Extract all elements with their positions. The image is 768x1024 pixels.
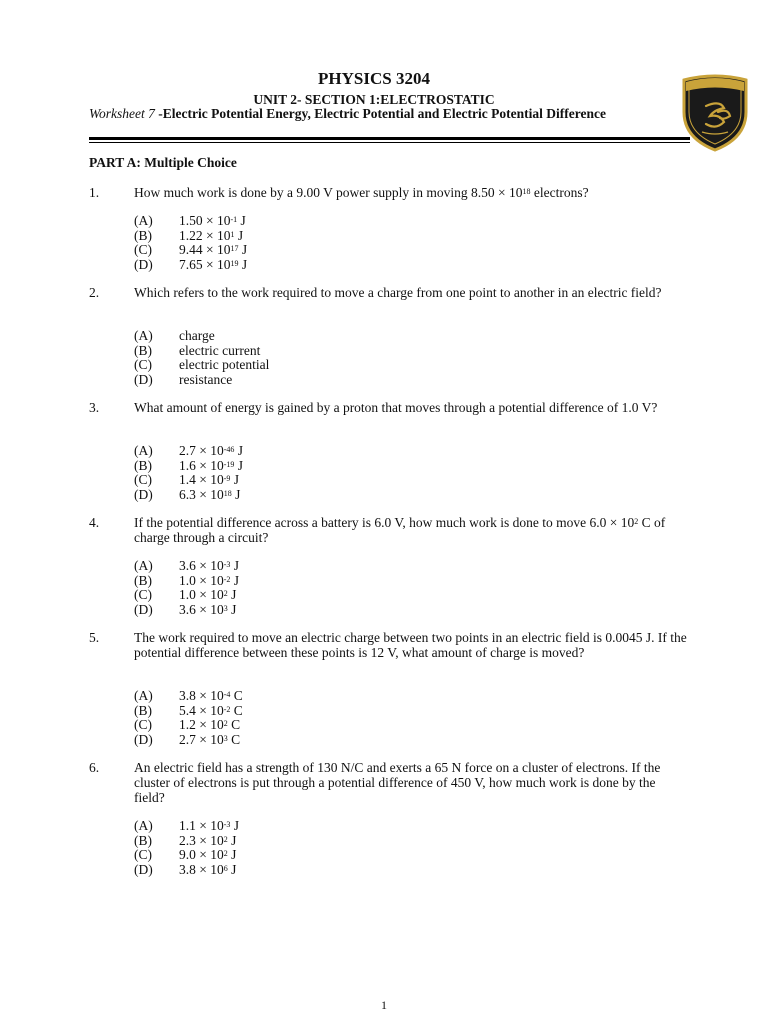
answer-option [134,373,269,388]
worksheet-topic: Electric Potential Energy, Electric Potential and Electric Potential Difference [162,106,606,121]
option-label: (C) [134,847,152,862]
option-list [134,329,269,387]
answer-option [134,704,243,719]
option-text: $3.8 \times 10^{-4}$ C [179,688,243,703]
answer-option [134,718,243,733]
answer-option [134,863,239,878]
option-label: (A) [134,443,153,458]
part-heading: PART A: Multiple Choice [89,155,237,170]
answer-option [134,344,269,359]
option-label: (D) [134,486,153,502]
option-list [134,559,239,617]
answer-option [134,848,239,863]
option-text: $3.6 \times 10^{-3}$ J [179,558,240,573]
option-text: charge [179,328,215,343]
worksheet-title: PHYSICS 3204 [318,69,430,88]
option-text: $2.3 \times 10^2$ J [179,832,237,848]
question-number: 4. [89,515,100,530]
option-text: $7.65 \times 10^{19}$ J [179,256,248,272]
answer-option [134,358,269,373]
option-text: electric current [179,342,261,358]
question-text: If the potential difference across a battery is 6.0 V, how much work is done to move $6.0 \times 10^2$ C of charge through a circuit? [134,515,666,545]
option-label: (A) [134,818,153,833]
question-number: 2. [89,285,100,300]
question-text: How much work is done by a 9.00 V power supply in moving $8.50 \times 10^{18}$ electrons? [134,185,589,200]
answer-option [134,488,243,503]
option-text: $1.0 \times 10^{-2}$ J [179,572,240,588]
answer-option [134,603,239,618]
option-label: (B) [134,572,152,588]
option-list [134,819,239,877]
question-number: 1. [89,185,100,200]
answer-option [134,229,247,244]
option-list [134,689,243,747]
worksheet-separator: - [154,106,163,121]
option-text: $9.44 \times 10^{17}$ J [179,242,248,257]
option-text: $5.4 \times 10^{-2}$ C [179,702,243,718]
option-label: (D) [134,861,153,877]
page-number: 1 [381,998,387,1012]
question-number: 3. [89,400,100,415]
header-rule-thin [89,142,690,143]
question-text: The work required to move an electric charge between two points in an electric field is 0.0045 J. If the potential difference between these points is 12 V, what amount of charge is moved? [134,630,687,660]
question-text: What amount of energy is gained by a proton that moves through a potential difference of 1.0 V? [134,400,658,415]
worksheet-line [89,106,606,122]
option-list [134,214,247,272]
question-number: 6. [89,760,100,775]
option-text: $2.7 \times 10^{-46}$ J [179,443,244,458]
option-text: $1.2 \times 10^2$ C [179,717,241,732]
option-label: (C) [134,357,152,372]
question-text: Which refers to the work required to move a charge from one point to another in an electric field? [134,285,662,300]
answer-option [134,473,243,488]
answer-option [134,689,243,704]
option-text: $1.6 \times 10^{-19}$ J [179,457,244,473]
answer-option [134,588,239,603]
option-text: resistance [179,371,233,387]
option-label: (C) [134,472,152,487]
question-text: An electric field has a strength of 130 N/C and exerts a 65 N force on a cluster of electrons. If the cluster of electrons is put through a potential difference of 450 V, how much work is done by the field? [134,760,661,805]
answer-option [134,834,239,849]
option-text: $1.22 \times 10^1$ J [179,227,244,243]
option-label: (B) [134,457,152,473]
answer-option [134,459,243,474]
option-label: (D) [134,601,153,617]
option-label: (C) [134,242,152,257]
option-label: (A) [134,213,153,228]
answer-option [134,329,269,344]
option-text: $3.8 \times 10^6$ J [179,861,237,877]
option-label: (D) [134,371,153,387]
option-label: (B) [134,702,152,718]
option-text: $9.0 \times 10^2$ J [179,847,237,862]
option-text: $3.6 \times 10^3$ J [179,601,237,617]
option-label: (A) [134,558,153,573]
option-label: (A) [134,688,153,703]
option-list [134,444,243,502]
option-label: (D) [134,731,153,747]
answer-option [134,574,239,589]
option-text: $1.4 \times 10^{-9}$ J [179,472,240,487]
option-label: (B) [134,342,152,358]
option-text: $1.0 \times 10^2$ J [179,587,237,602]
option-text: $1.50 \times 10^{-1}$ J [179,213,246,228]
option-label: (D) [134,256,153,272]
question-number: 5. [89,630,100,645]
answer-option [134,214,247,229]
answer-option [134,243,247,258]
unit-subtitle: UNIT 2- SECTION 1:ELECTROSTATIC [253,92,495,107]
option-text: $6.3 \times 10^{18}$ J [179,486,241,502]
header-rule-thick [89,137,690,140]
answer-option [134,559,239,574]
answer-option [134,258,247,273]
option-text: $1.1 \times 10^{-3}$ J [179,818,240,833]
option-label: (C) [134,717,152,732]
option-label: (C) [134,587,152,602]
answer-option [134,733,243,748]
option-label: (B) [134,832,152,848]
school-crest-logo [680,74,750,152]
worksheet-label: Worksheet 7 [89,106,155,121]
option-label: (A) [134,328,153,343]
answer-option [134,819,239,834]
option-label: (B) [134,227,152,243]
option-text: $2.7 \times 10^3$ C [179,731,241,747]
answer-option [134,444,243,459]
option-text: electric potential [179,357,270,372]
